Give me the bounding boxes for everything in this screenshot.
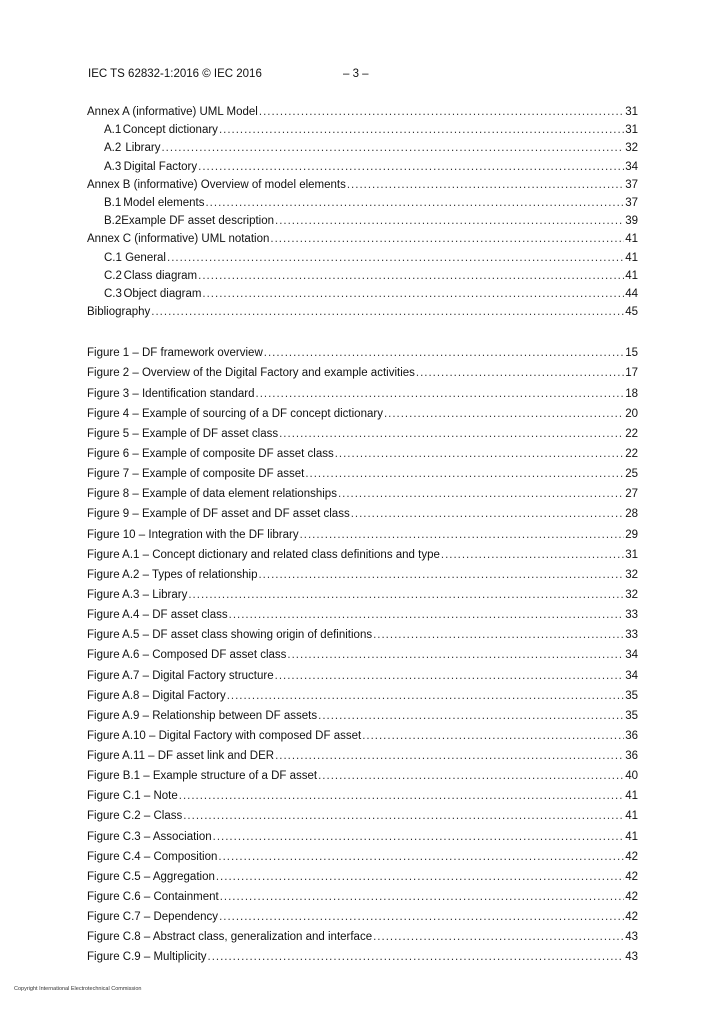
- toc-entry[interactable]: [87, 139, 638, 157]
- entry-title: Figure 8 – Example of data element relationships: [87, 488, 337, 501]
- figure-entry[interactable]: [87, 706, 638, 726]
- entry-title: Figure A.10 – Digital Factory with composed DF asset: [87, 729, 362, 742]
- copyright-footer: Copyright International Electrotechnical Commission: [14, 986, 142, 992]
- entry-title: Figure A.3 – Library: [87, 588, 188, 601]
- dot-leader: [275, 666, 625, 686]
- toc-entry[interactable]: [87, 158, 638, 176]
- figure-entry[interactable]: [87, 504, 638, 524]
- entry-page-number: 34: [625, 669, 638, 682]
- page-header: [88, 68, 369, 80]
- dot-leader: [208, 947, 625, 967]
- entry-page-number: 42: [625, 911, 638, 924]
- entry-title: Figure 4 – Example of sourcing of a DF concept dictionary: [87, 407, 383, 420]
- toc-entry[interactable]: [87, 194, 638, 212]
- figure-entry[interactable]: [87, 907, 638, 927]
- dot-leader: [441, 545, 624, 565]
- entry-page-number: 33: [625, 609, 638, 622]
- entry-title: Figure C.9 – Multiplicity: [87, 951, 207, 964]
- figure-entry[interactable]: [87, 545, 638, 565]
- entry-page-number: 32: [625, 588, 638, 601]
- entry-title: Figure A.2 – Types of relationship: [87, 568, 258, 581]
- entry-page-number: 27: [625, 488, 638, 501]
- entry-page-number: 34: [625, 160, 638, 173]
- entry-page-number: 15: [625, 347, 638, 360]
- dot-leader: [373, 625, 624, 645]
- entry-title: Figure A.11 – DF asset link and DER: [87, 750, 275, 763]
- figure-entry[interactable]: [87, 686, 638, 706]
- entry-number: B.1: [104, 196, 122, 209]
- figure-entry[interactable]: [87, 404, 638, 424]
- entry-page-number: 41: [625, 269, 638, 282]
- figure-entry[interactable]: [87, 525, 638, 545]
- entry-title: Figure C.4 – Composition: [87, 850, 218, 863]
- dot-leader: [300, 525, 625, 545]
- dot-leader: [213, 827, 625, 847]
- dot-leader: [205, 194, 624, 212]
- figure-entry[interactable]: [87, 746, 638, 766]
- entry-title: Figure C.8 – Abstract class, generalization and interface: [87, 931, 373, 944]
- entry-number: B.2: [104, 215, 122, 228]
- entry-title: Bibliography: [87, 306, 151, 319]
- entry-page-number: 41: [625, 233, 638, 246]
- entry-title: Figure A.6 – Composed DF asset class: [87, 649, 287, 662]
- dot-leader: [279, 424, 624, 444]
- toc-entry[interactable]: [87, 103, 638, 121]
- entry-title: Figure C.7 – Dependency: [87, 911, 219, 924]
- dot-leader: [219, 121, 624, 139]
- entry-title: Example DF asset description: [121, 215, 275, 228]
- entry-title: Library: [125, 142, 161, 155]
- entry-page-number: 33: [625, 629, 638, 642]
- header-document-id: IEC TS 62832-1:2016 © IEC 2016: [88, 68, 262, 80]
- dot-leader: [287, 645, 624, 665]
- entry-page-number: 39: [625, 215, 638, 228]
- entry-page-number: 31: [625, 106, 638, 118]
- entry-page-number: 17: [625, 367, 638, 380]
- figure-entry[interactable]: [87, 424, 638, 444]
- dot-leader: [416, 363, 624, 383]
- entry-page-number: 41: [625, 810, 638, 823]
- figure-entry[interactable]: [87, 625, 638, 645]
- dot-leader: [220, 887, 625, 907]
- entry-page-number: 41: [625, 830, 638, 843]
- entry-page-number: 43: [625, 931, 638, 944]
- list-of-figures: [87, 343, 638, 967]
- entry-title: Figure C.1 – Note: [87, 790, 178, 803]
- dot-leader: [362, 726, 624, 746]
- dot-leader: [318, 706, 624, 726]
- dot-leader: [256, 384, 625, 404]
- dot-leader: [227, 686, 625, 706]
- entry-page-number: 28: [625, 508, 638, 521]
- entry-title: Annex B (informative) Overview of model elements: [87, 178, 346, 191]
- toc-entry[interactable]: [87, 230, 638, 248]
- toc-entry[interactable]: [87, 121, 638, 139]
- entry-title: General: [125, 251, 166, 264]
- entry-title: Figure 1 – DF framework overview: [87, 347, 263, 360]
- entry-page-number: 42: [625, 870, 638, 883]
- entry-title: Figure A.9 – Relationship between DF assets: [87, 709, 318, 722]
- figure-entry[interactable]: [87, 786, 638, 806]
- toc-entry[interactable]: [87, 267, 638, 285]
- entry-page-number: 32: [625, 568, 638, 581]
- entry-title: Figure 7 – Example of composite DF asset: [87, 468, 305, 481]
- entry-number: A.2: [104, 142, 122, 155]
- dot-leader: [151, 303, 624, 321]
- figure-entry[interactable]: [87, 343, 638, 363]
- dot-leader: [318, 766, 624, 786]
- toc-entry[interactable]: [87, 285, 638, 303]
- figure-entry[interactable]: [87, 887, 638, 907]
- figure-entry[interactable]: [87, 827, 638, 847]
- dot-leader: [183, 806, 624, 826]
- dot-leader: [202, 285, 624, 303]
- entry-title: Figure A.7 – Digital Factory structure: [87, 669, 274, 682]
- dot-leader: [270, 230, 624, 248]
- entry-page-number: 41: [625, 251, 638, 264]
- entry-title: Figure C.3 – Association: [87, 830, 212, 843]
- toc-entry[interactable]: [87, 249, 638, 267]
- entry-page-number: 40: [625, 770, 638, 783]
- dot-leader: [216, 867, 624, 887]
- entry-title: Figure A.4 – DF asset class: [87, 609, 228, 622]
- dot-leader: [351, 504, 625, 524]
- entry-title: Figure C.6 – Containment: [87, 891, 219, 904]
- entry-title: Concept dictionary: [122, 124, 218, 137]
- entry-page-number: 37: [625, 178, 638, 191]
- entry-page-number: 42: [625, 850, 638, 863]
- dot-leader: [218, 847, 624, 867]
- figure-entry[interactable]: [87, 726, 638, 746]
- dot-leader: [161, 139, 624, 157]
- entry-title: Figure C.2 – Class: [87, 810, 183, 823]
- dot-leader: [188, 585, 624, 605]
- entry-title: Figure A.1 – Concept dictionary and related class definitions and type: [87, 548, 440, 561]
- entry-title: Figure A.5 – DF asset class showing origin of definitions: [87, 629, 373, 642]
- dot-leader: [373, 927, 624, 947]
- entry-page-number: 31: [625, 548, 638, 561]
- entry-title: Class diagram: [123, 269, 198, 282]
- dot-leader: [198, 267, 624, 285]
- section-gap: [87, 321, 638, 343]
- entry-title: Figure 10 – Integration with the DF library: [87, 528, 299, 541]
- dot-leader: [219, 907, 624, 927]
- entry-page-number: 18: [625, 387, 638, 400]
- entry-page-number: 36: [625, 750, 638, 763]
- entry-number: A.1: [104, 124, 122, 137]
- toc-entry[interactable]: [87, 176, 638, 194]
- dot-leader: [229, 605, 625, 625]
- figure-entry[interactable]: [87, 444, 638, 464]
- entry-page-number: 35: [625, 709, 638, 722]
- dot-leader: [198, 158, 624, 176]
- figure-entry[interactable]: [87, 867, 638, 887]
- entry-title: Figure 5 – Example of DF asset class: [87, 427, 279, 440]
- figure-entry[interactable]: [87, 947, 638, 967]
- entry-page-number: 25: [625, 468, 638, 481]
- entry-page-number: 42: [625, 891, 638, 904]
- dot-leader: [258, 565, 624, 585]
- dot-leader: [275, 212, 624, 230]
- entry-title: Annex A (informative) UML Model: [87, 106, 258, 118]
- dot-leader: [264, 343, 624, 363]
- figure-entry[interactable]: [87, 766, 638, 786]
- entry-number: C.1: [104, 251, 122, 264]
- dot-leader: [275, 746, 624, 766]
- figure-entry[interactable]: [87, 806, 638, 826]
- figure-entry[interactable]: [87, 363, 638, 383]
- entry-title: Annex C (informative) UML notation: [87, 233, 270, 246]
- header-page-number: – 3 –: [343, 68, 369, 80]
- entry-page-number: 31: [625, 124, 638, 137]
- dot-leader: [384, 404, 624, 424]
- figure-entry[interactable]: [87, 565, 638, 585]
- entry-page-number: 45: [625, 306, 638, 319]
- entry-page-number: 41: [625, 790, 638, 803]
- toc-entry[interactable]: [87, 212, 638, 230]
- entry-page-number: 44: [625, 287, 638, 300]
- dot-leader: [305, 464, 624, 484]
- entry-page-number: 32: [625, 142, 638, 155]
- entry-page-number: 22: [625, 427, 638, 440]
- entry-title: Figure 2 – Overview of the Digital Factory and example activities: [87, 367, 415, 380]
- entry-title: Figure B.1 – Example structure of a DF asset: [87, 770, 318, 783]
- entry-page-number: 36: [625, 729, 638, 742]
- figure-entry[interactable]: [87, 484, 638, 504]
- dot-leader: [259, 103, 624, 121]
- entry-title: Figure 9 – Example of DF asset and DF asset class: [87, 508, 350, 521]
- figure-entry[interactable]: [87, 464, 638, 484]
- toc-entry[interactable]: [87, 303, 638, 321]
- entry-title: Figure C.5 – Aggregation: [87, 870, 215, 883]
- figure-entry[interactable]: [87, 585, 638, 605]
- entry-page-number: 37: [625, 196, 638, 209]
- figure-entry[interactable]: [87, 645, 638, 665]
- dot-leader: [335, 444, 624, 464]
- figure-entry[interactable]: [87, 605, 638, 625]
- figure-entry[interactable]: [87, 666, 638, 686]
- figure-entry[interactable]: [87, 384, 638, 404]
- dot-leader: [347, 176, 624, 194]
- entry-page-number: 29: [625, 528, 638, 541]
- dot-leader: [338, 484, 624, 504]
- entry-number: C.2: [104, 269, 122, 282]
- table-of-contents: [87, 103, 638, 968]
- entry-title: Figure 3 – Identification standard: [87, 387, 255, 400]
- entry-page-number: 20: [625, 407, 638, 420]
- entry-title: Figure 6 – Example of composite DF asset class: [87, 447, 334, 460]
- entry-title: Object diagram: [123, 287, 202, 300]
- entry-title: Figure A.8 – Digital Factory: [87, 689, 226, 702]
- figure-entry[interactable]: [87, 847, 638, 867]
- entry-page-number: 35: [625, 689, 638, 702]
- entry-page-number: 34: [625, 649, 638, 662]
- entry-number: A.3: [104, 160, 122, 173]
- entry-page-number: 22: [625, 447, 638, 460]
- entry-number: C.3: [104, 287, 122, 300]
- entry-title: Digital Factory: [123, 160, 198, 173]
- dot-leader: [167, 249, 624, 267]
- toc-section-list: [87, 103, 638, 321]
- entry-title: Model elements: [123, 196, 205, 209]
- entry-page-number: 43: [625, 951, 638, 964]
- dot-leader: [179, 786, 624, 806]
- figure-entry[interactable]: [87, 927, 638, 947]
